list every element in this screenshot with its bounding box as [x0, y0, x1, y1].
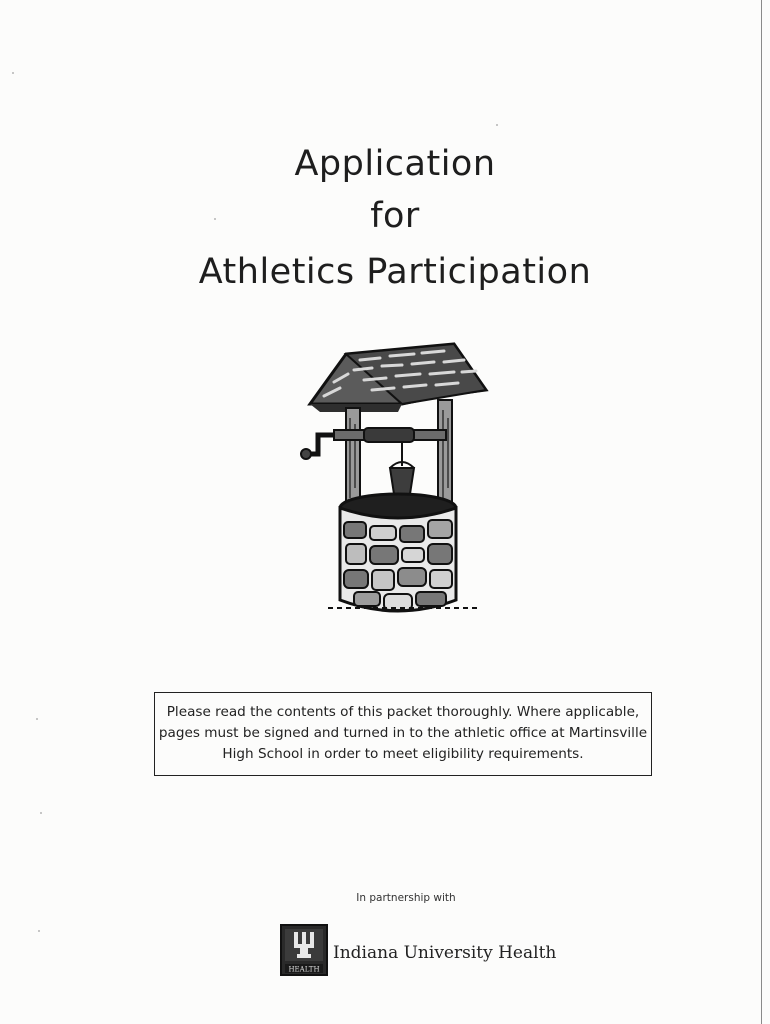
document-title	[0, 138, 770, 298]
scan-speck	[36, 718, 38, 720]
partnership-text: In partnership with	[356, 892, 456, 904]
wishing-well-icon	[298, 338, 490, 620]
notice-line: Please read the contents of this packet thoroughly. Where applicable,	[166, 704, 640, 720]
scan-speck	[38, 930, 40, 932]
iu-trident-icon	[280, 924, 328, 976]
title-line-for: for	[370, 196, 420, 236]
instructions-notice	[154, 692, 652, 776]
scan-speck	[40, 812, 42, 814]
scan-speck	[12, 72, 14, 74]
title-line-application: Application	[294, 144, 496, 184]
svg-text:HEALTH: HEALTH	[288, 965, 320, 974]
scan-speck	[496, 124, 498, 126]
organization-name: Indiana University Health	[333, 943, 557, 963]
title-line-athletics-participation: Athletics Participation	[198, 252, 592, 292]
notice-line: High School in order to meet eligibility requirements.	[222, 746, 584, 762]
notice-line: pages must be signed and turned in to the athletic office at Martinsville	[158, 725, 648, 741]
